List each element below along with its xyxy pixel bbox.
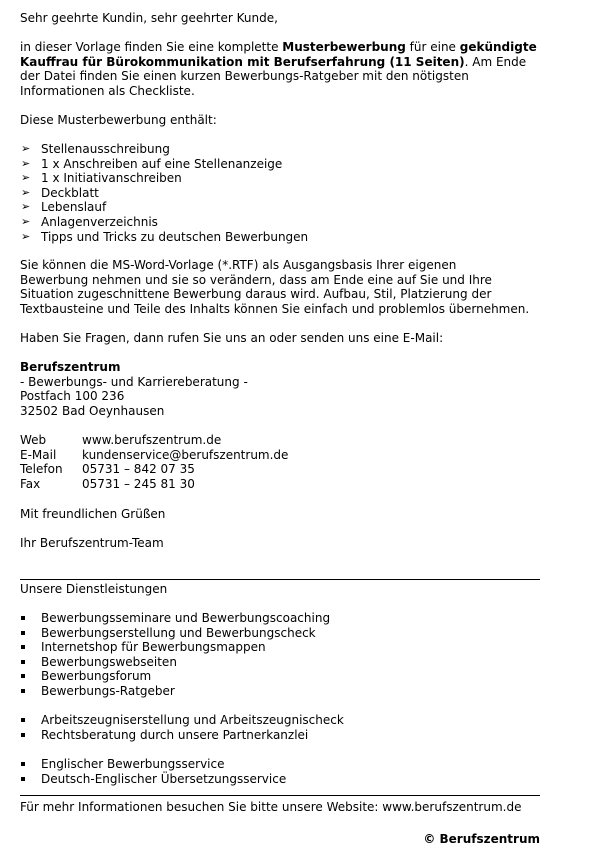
list-item: Arbeitszeugniserstellung und Arbeitszeugnischeck [20,713,540,728]
square-bullet-icon [21,645,25,649]
intro-line-4: Informationen als Checkliste. [20,83,195,98]
list-item: ➢ Anlagenverzeichnis [21,214,158,229]
divider-top [20,579,540,580]
questions-line: Haben Sie Fragen, dann rufen Sie uns an oder senden uns eine E-Mail: [20,331,444,345]
company-name: Berufszentrum [20,360,121,374]
square-bullet-icon [21,733,25,737]
address-street: Postfach 100 236 [20,389,125,404]
square-bullet-icon [21,616,25,620]
greeting: Sehr geehrte Kundin, sehr geehrter Kunde, [20,11,278,25]
list-item: ➢ Stellenausschreibung [21,142,170,156]
square-bullet-icon [21,762,25,766]
footer-website-note: Für mehr Informationen besuchen Sie bitte unsere Website: www.berufszentrum.de [20,800,522,814]
intro-line-2: Kauffrau für Bürokommunikation mit Berufserfahrung (11 Seiten). Am Ende [20,54,527,69]
services-list-3 [20,757,540,786]
square-bullet-icon [21,674,25,678]
closing: Mit freundlichen Grüßen [20,507,166,521]
list-item: ➢ Tipps und Tricks zu deutschen Bewerbungen [21,229,309,244]
intro-bold-musterbewerbung: Musterbewerbung [282,40,406,54]
list-item: ➢ Deckblatt [21,185,99,200]
list-item: ➢ 1 x Initiativanschreiben [21,171,182,186]
arrow-bullet-icon: ➢ [21,185,31,199]
square-bullet-icon [21,660,25,664]
intro-line-1: in dieser Vorlage finden Sie eine komplette Musterbewerbung für eine gekündigte [20,40,537,54]
address-city: 32502 Bad Oeynhausen [20,403,165,418]
web-link[interactable]: www.berufszentrum.de [82,433,222,447]
copyright-notice: © Berufszentrum [423,832,540,846]
square-bullet-icon [21,718,25,722]
company-tagline: - Bewerbungs- und Karriereberatung - [20,374,248,389]
arrow-bullet-icon: ➢ [21,142,31,155]
square-bullet-icon [21,631,25,635]
intro-line-3: der Datei finden Sie einen kurzen Bewerbungs-Ratgeber mit den nötigsten [20,69,469,84]
list-item: Bewerbungswebseiten [20,655,540,670]
contact-row-email: E-Mail kundenservice@berufszentrum.de [20,447,289,462]
list-item: Bewerbungsforum [20,669,540,684]
list-item: Englischer Bewerbungsservice [20,757,540,772]
services-list-2 [20,713,540,742]
intro-bold-job-title: Kauffrau für Bürokommunikation mit Berufserfahrung (11 Seiten) [20,54,465,69]
contents-heading: Diese Musterbewerbung enthält: [20,113,217,127]
square-bullet-icon [21,689,25,693]
arrow-bullet-icon: ➢ [21,156,31,170]
contact-row-web: Web www.berufszentrum.de [20,433,222,447]
signature: Ihr Berufszentrum-Team [20,536,164,550]
phone-number: 05731 – 842 07 35 [82,462,195,477]
contents-list [20,142,540,244]
list-item: ➢ Lebenslauf [21,200,107,215]
intro-paragraph [20,40,540,98]
list-item: Deutsch-Englischer Übersetzungsservice [20,772,540,787]
list-item: Bewerbungsseminare und Bewerbungscoaching [20,611,540,626]
usage-paragraph: Sie können die MS-Word-Vorlage (*.RTF) als Ausgangsbasis Ihrer eigenen Bewerbung nehmen und sie so verändern, dass am Ende eine auf Sie und Ihre Situation zugeschnittene Bewerbung daraus wird. Aufbau, Stil, Platzierung der Textbausteine und Teile des Inhalts können Sie einfach und problemlos übernehmen. [20,258,530,316]
list-item: ➢ 1 x Anschreiben auf eine Stellenanzeige [21,156,283,171]
contact-table [20,433,540,491]
arrow-bullet-icon: ➢ [21,229,31,243]
services-list-1 [20,611,540,699]
arrow-bullet-icon: ➢ [21,171,31,185]
list-item: Bewerbungs-Ratgeber [20,684,540,699]
list-item: Rechtsberatung durch unsere Partnerkanzlei [20,728,540,743]
intro-bold-gekuendigte: gekündigte [459,40,537,54]
contact-row-fax: Fax 05731 – 245 81 30 [20,476,195,491]
address-block [20,360,540,418]
list-item: Bewerbungserstellung und Bewerbungscheck [20,626,540,641]
square-bullet-icon [21,777,25,781]
divider-bottom [20,795,540,796]
email-link[interactable]: kundenservice@berufszentrum.de [82,447,289,462]
list-item: Internetshop für Bewerbungsmappen [20,640,540,655]
contact-row-phone: Telefon 05731 – 842 07 35 [20,462,195,477]
arrow-bullet-icon: ➢ [21,214,31,228]
services-heading: Unsere Dienstleistungen [20,582,168,596]
arrow-bullet-icon: ➢ [21,200,31,214]
fax-number: 05731 – 245 81 30 [82,476,195,491]
